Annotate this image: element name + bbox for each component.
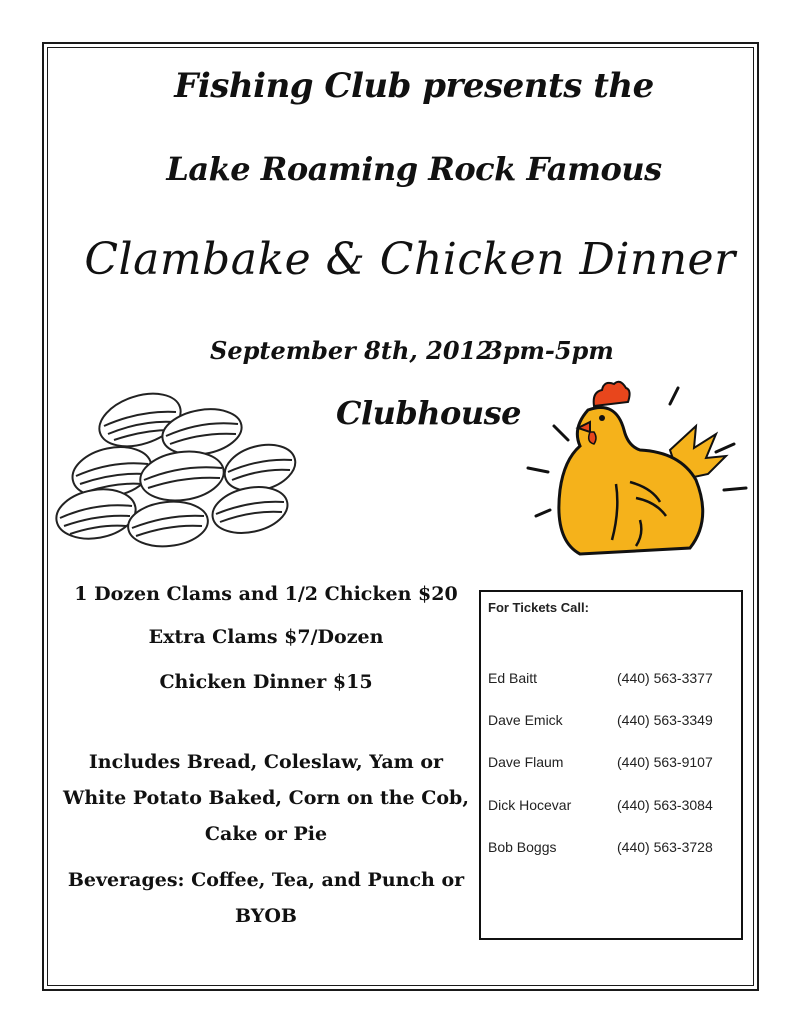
ticket-contact-row (488, 839, 738, 859)
clam-shell (208, 481, 291, 540)
clams-illustration (52, 380, 322, 560)
contact-name: Ed Baitt (488, 670, 538, 686)
menu-item-extra-clams: Extra Clams $7/Dozen (148, 626, 384, 648)
chicken-comb (594, 382, 630, 406)
menu-beverages (52, 862, 480, 934)
menu-item-chicken-dinner: Chicken Dinner $15 (159, 671, 373, 693)
intro-line: Fishing Club presents the (174, 66, 654, 106)
contact-name: Bob Boggs (488, 839, 557, 855)
chicken-wattle (589, 432, 596, 444)
tickets-box (479, 590, 743, 940)
ticket-contact-row (488, 670, 738, 690)
contact-name: Dave Flaum (488, 754, 564, 770)
contact-phone: (440) 563-3349 (617, 712, 713, 728)
contact-name: Dick Hocevar (488, 797, 572, 813)
clam-shell (126, 498, 210, 550)
menu-beverages-line: BYOB (235, 905, 297, 927)
ticket-contact-row (488, 797, 738, 817)
chicken-eye (599, 415, 605, 421)
event-location: Clubhouse (336, 394, 522, 432)
menu-beverages-line: Beverages: Coffee, Tea, and Punch or (67, 869, 465, 891)
event-date: September 8th, 2012 (210, 336, 493, 365)
contact-phone: (440) 563-3728 (617, 839, 713, 855)
contact-name: Dave Emick (488, 712, 563, 728)
clam-shell (137, 446, 227, 505)
contact-phone: (440) 563-9107 (617, 754, 713, 770)
ticket-contact-row (488, 754, 738, 774)
contact-phone: (440) 563-3377 (617, 670, 713, 686)
menu-includes-line: Includes Bread, Coleslaw, Yam or (88, 751, 444, 773)
flyer-title: Clambake & Chicken Dinner (84, 234, 736, 285)
menu-includes-line: White Potato Baked, Corn on the Cob, (63, 787, 469, 809)
tickets-header: For Tickets Call: (488, 600, 589, 615)
menu-includes (52, 744, 480, 852)
ticket-contact-row (488, 712, 738, 732)
menu-includes-line: Cake or Pie (204, 823, 328, 845)
menu-item-combo: 1 Dozen Clams and 1/2 Chicken $20 (74, 583, 458, 605)
chicken-illustration (520, 370, 752, 570)
contact-phone: (440) 563-3084 (617, 797, 713, 813)
event-name-line: Lake Roaming Rock Famous (166, 150, 662, 188)
event-time: 3pm-5pm (486, 336, 614, 365)
